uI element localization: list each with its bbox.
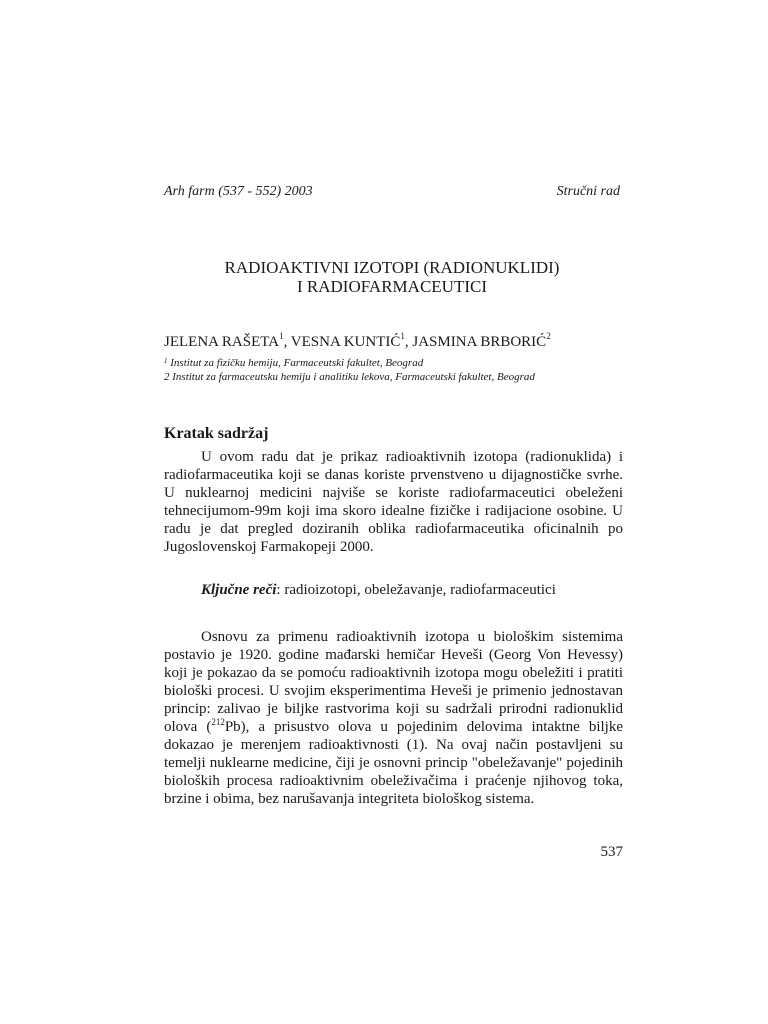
title-line-2: I RADIOFARMACEUTICI: [297, 277, 487, 296]
journal-citation: Arh farm (537 - 552) 2003: [164, 184, 313, 199]
affiliation-2-text: 2 Institut za farmaceutsku hemiju i analitiku lekova, Farmaceutski fakultet, Beograd: [164, 371, 535, 383]
running-header: [164, 184, 620, 200]
keywords: [201, 582, 621, 599]
article-title: [164, 258, 620, 296]
affiliation-1-text: Institut za fizičku hemiju, Farmaceutski fakultet, Beograd: [167, 357, 424, 369]
body-text-part-1: Osnovu za primenu radioaktivnih izotopa u biološkim sistemima postavio je 1920. godine mađarski hemičar Heveši (Georg Von Hevessy) koji je pokazao da se pomoću radioaktivnih izotopa mogu obeležiti i pratiti biološki procesi. U svojim eksperimentima Heveši je primenio jednostavan princip: zalivao je biljke rastvorima koji su sadržali prirodni radionuklid olova (: [164, 629, 623, 735]
author-3: JASMINA BRBORIĆ: [412, 334, 547, 350]
page-number: 537: [600, 844, 623, 860]
affiliation-2: [164, 371, 620, 383]
title-line-1: RADIOAKTIVNI IZOTOPI (RADIONUKLIDI): [224, 258, 560, 277]
author-1-affiliation: 1: [279, 331, 284, 341]
body-text-part-2: Pb), a prisustvo olova u pojedinim delovima intaktne biljke dokazao je merenjem radioaktivnosti (1). Na ovaj način postavljeni su temelji nuklearne medicine, čiji je osnovni princip "obeležavanje" pojedinih bioloških procesa radioaktivnim obeleživačima i praćenje njihovog toka, brzine i obima, bez narušavanja integriteta biološkog sistema.: [164, 719, 623, 807]
author-2-affiliation: 1: [400, 331, 405, 341]
author-2: VESNA KUNTIĆ: [290, 334, 401, 350]
author-3-affiliation: 2: [546, 331, 551, 341]
abstract-text: U ovom radu dat je prikaz radioaktivnih izotopa (radionuklida) i radiofarmaceutika koji se danas koriste prvenstveno u dijagnostičke svrhe. U nuklearnoj medicini najviše se koriste radiofarmaceutici obeleženi tehnecijumom-99m koji ima skoro idealne fizičke i radijacione osobine. U radu je dat pregled doziranih oblika radiofarmaceutika oficinalnih po Jugoslovenskoj Farmakopeji 2000.: [164, 449, 623, 555]
affiliation-1-marker: 1: [164, 357, 168, 365]
keywords-text: : radioizotopi, obeležavanje, radiofarmaceutici: [276, 582, 556, 598]
isotope-mass-number: 212: [211, 717, 225, 727]
keywords-label: Ključne reči: [201, 582, 277, 598]
body-paragraph-1: [164, 628, 623, 808]
author-list: JELENA RAŠETA$^1$, VESNA KUNTIĆ$^1$, JASMINA BRBORIĆ$^2$: [164, 331, 551, 350]
author-1: JELENA RAŠETA: [164, 334, 280, 350]
article-type: Stručni rad: [556, 184, 620, 199]
abstract-heading: Kratak sadržaj: [164, 425, 269, 442]
affiliation-1: [164, 357, 620, 369]
